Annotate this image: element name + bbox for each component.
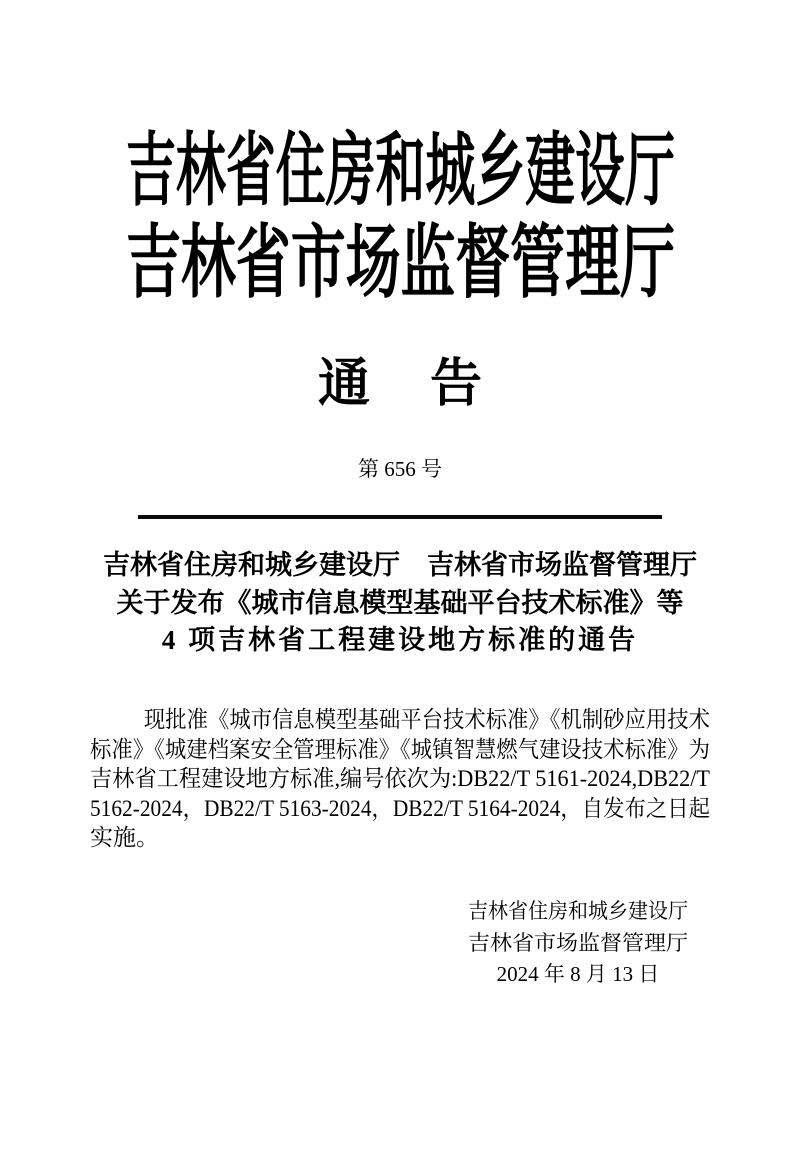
masthead-row-2: [126, 217, 675, 309]
masthead-line-2: 吉林省市场监督管理厅: [125, 218, 675, 308]
body-line-2: 标准》《城建档案安全管理标准》《城镇智慧燃气建设技术标准》为: [90, 736, 710, 762]
notice-body: [90, 705, 710, 853]
heading-line-1: 吉林省住房和城乡建设厅 吉林省市场监督管理厅: [103, 550, 697, 580]
body-row-2: [90, 735, 710, 765]
body-line-4: 5162-2024，DB22/T 5163-2024，DB22/T 5164-2024，自发布之日起: [90, 795, 710, 821]
notice-title: [0, 355, 800, 415]
signature-row-2: [468, 928, 688, 960]
masthead-row-1: [126, 125, 675, 217]
body-row-4: [90, 794, 710, 824]
signature-row-1: [468, 896, 688, 928]
body-line-3: 吉林省工程建设地方标准,编号依次为:DB22/T 5161-2024,DB22/T: [90, 766, 710, 791]
masthead-line-1: 吉林省住房和城乡建设厅: [125, 126, 675, 216]
notice-heading: [0, 547, 800, 660]
issue-number: 第 656 号: [358, 457, 442, 481]
body-row-3: [90, 764, 710, 794]
heading-line-3: 4 项吉林省工程建设地方标准的通告: [161, 625, 639, 655]
signature-block: [468, 896, 688, 991]
body-row-1: [90, 705, 710, 735]
masthead: [0, 125, 800, 309]
notice-title-char-tong: 通: [317, 356, 370, 413]
heading-line-2: 关于发布《城市信息模型基础平台技术标准》等: [116, 587, 684, 618]
body-row-5: [90, 823, 710, 853]
signature-date: 2024 年 8 月 13 日: [496, 962, 660, 986]
body-line-1: 现批准《城市信息模型基础平台技术标准》《机制砂应用技术: [143, 707, 710, 732]
divider-rule: [138, 515, 662, 519]
signature-dept-1: 吉林省住房和城乡建设厅: [468, 899, 688, 923]
signature-dept-2: 吉林省市场监督管理厅: [468, 930, 688, 955]
notice-title-char-gao: 告: [430, 356, 483, 413]
body-line-5: 实施。: [90, 825, 159, 850]
